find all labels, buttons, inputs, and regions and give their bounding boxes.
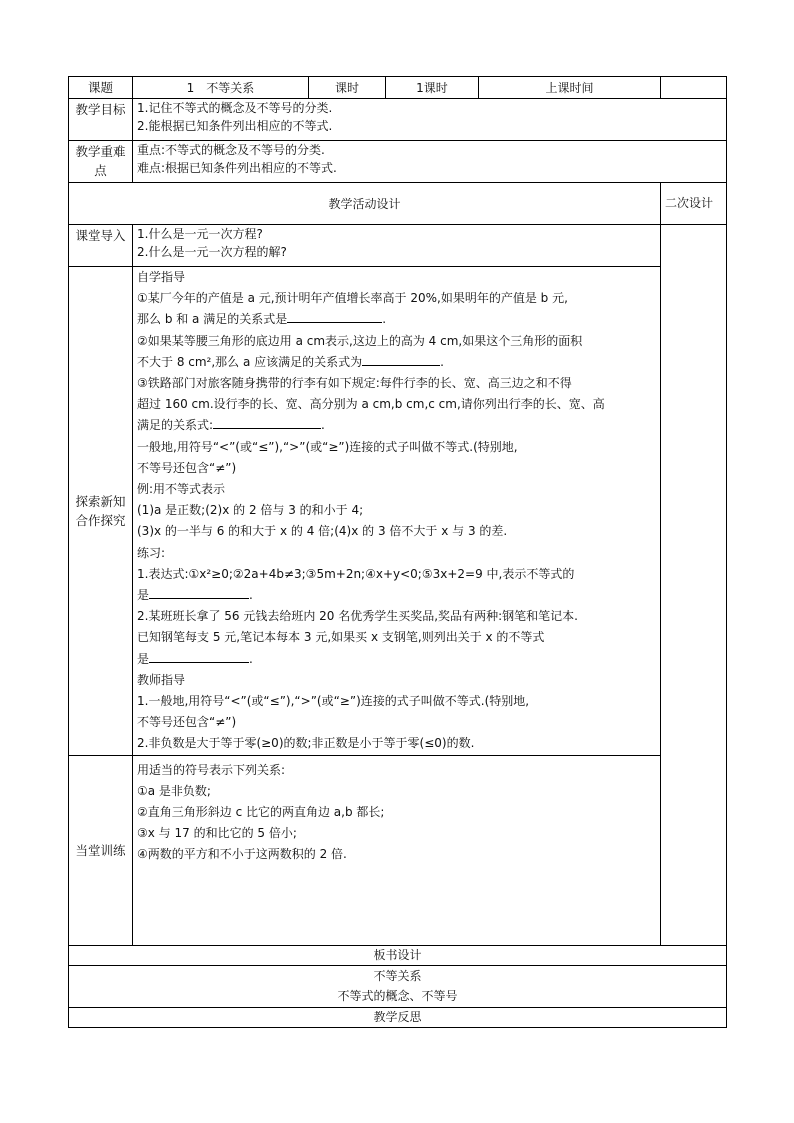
- board-design-content: [69, 965, 727, 1007]
- teacher-guidance-title: 教师指导: [137, 672, 186, 687]
- training-row: [69, 755, 727, 945]
- key-points-content: [133, 141, 727, 183]
- board-design-title-row: [69, 945, 727, 965]
- question-3-text: 满足的关系式:: [137, 418, 214, 433]
- reflection-row: [69, 1007, 727, 1027]
- key-point-item: 重点:不等式的概念及不等号的分类.: [137, 143, 325, 157]
- answer-blank: [362, 353, 440, 366]
- teacher-item-1-line-a: 1.一般地,用符号“<”(或“≤”),“>”(或“≥”)连接的式子叫做不等式.(特别地,: [137, 694, 530, 709]
- key-points-row: [69, 141, 727, 183]
- practice-1-line-a: 1.表达式:①x²≥0;②2a+4b≠3;③5m+2n;④x+y<0;⑤3x+2=9 中,表示不等式的: [137, 566, 575, 581]
- practice-2-line-c: 是 .: [137, 651, 253, 666]
- secondary-design-label: 二次设计: [661, 183, 727, 225]
- example-line-2: (3)x 的一半与 6 的和大于 x 的 4 倍;(4)x 的 3 倍不大于 x 与 3 的差.: [137, 524, 508, 539]
- answer-blank: [149, 650, 249, 663]
- training-item: ①a 是非负数;: [137, 783, 211, 798]
- explore-row: [69, 267, 727, 756]
- training-item: ②直角三角形斜边 c 比它的两直角边 a,b 都长;: [137, 804, 385, 819]
- self-study-title: 自学指导: [137, 270, 186, 284]
- board-line-2: 不等式的概念、不等号: [337, 989, 458, 1004]
- key-points-label: 教学重难点: [69, 141, 133, 183]
- practice-2-line-b: 已知钢笔每支 5 元,笔记本每本 3 元,如果买 x 支钢笔,则列出关于 x 的不等式: [137, 630, 545, 645]
- training-item: ④两数的平方和不小于这两数积的 2 倍.: [137, 846, 347, 861]
- practice-1-text: 是: [137, 588, 150, 603]
- board-line-1: 不等关系: [373, 969, 422, 984]
- intro-item: 1.什么是一元一次方程?: [137, 227, 263, 241]
- goal-item: 2.能根据已知条件列出相应的不等式.: [137, 119, 333, 133]
- lesson-plan-table: [68, 76, 727, 1028]
- topic-value: 1 不等关系: [133, 77, 309, 99]
- class-time-label: 上课时间: [479, 77, 661, 99]
- answer-blank: [213, 416, 321, 429]
- question-3-line-a: ③铁路部门对旅客随身携带的行李有如下规定:每件行李的长、宽、高三边之和不得: [137, 376, 572, 391]
- design-title-row: [69, 183, 727, 225]
- question-2-line-b: 不大于 8 cm²,那么 a 应该满足的关系式为 .: [137, 354, 444, 369]
- definition-line-a: 一般地,用符号“<”(或“≤”),“>”(或“≥”)连接的式子叫做不等式.(特别地,: [137, 439, 518, 454]
- secondary-design-column: [661, 225, 727, 946]
- teacher-item-1-line-b: 不等号还包含“≠”): [137, 715, 237, 730]
- example-line-1: (1)a 是正数;(2)x 的 2 倍与 3 的和小于 4;: [137, 503, 364, 518]
- practice-2-text: 是: [137, 651, 150, 666]
- definition-line-b: 不等号还包含“≠”): [137, 460, 237, 475]
- topic-label: 课题: [69, 77, 133, 99]
- question-1-text: 那么 b 和 a 满足的关系式是: [137, 312, 288, 327]
- goal-item: 1.记住不等式的概念及不等号的分类.: [137, 101, 333, 115]
- header-row: [69, 77, 727, 99]
- reflection-title: 教学反思: [69, 1007, 727, 1027]
- explore-content: [133, 267, 661, 756]
- answer-blank: [287, 310, 382, 323]
- intro-content: [133, 225, 661, 267]
- intro-row: [69, 225, 727, 267]
- goals-row: [69, 99, 727, 141]
- question-1-line-a: ①某厂今年的产值是 a 元,预计明年产值增长率高于 20%,如果明年的产值是 b 元,: [137, 291, 568, 306]
- question-3-line-c: 满足的关系式: .: [137, 418, 325, 433]
- class-time-value: [661, 77, 727, 99]
- practice-1-line-b: 是 .: [137, 588, 253, 603]
- board-design-title: 板书设计: [69, 945, 727, 965]
- explore-label: 探索新知合作探究: [69, 267, 133, 756]
- intro-item: 2.什么是一元一次方程的解?: [137, 245, 287, 259]
- teacher-item-2: 2.非负数是大于等于零(≥0)的数;非正数是小于等于零(≤0)的数.: [137, 736, 475, 751]
- answer-blank: [149, 586, 249, 599]
- question-2-line-a: ②如果某等腰三角形的底边用 a cm表示,这边上的高为 4 cm,如果这个三角形的面积: [137, 333, 583, 348]
- board-design-content-row: [69, 965, 727, 1007]
- question-2-text: 不大于 8 cm²,那么 a 应该满足的关系式为: [137, 354, 363, 369]
- training-label: 当堂训练: [69, 755, 133, 945]
- activity-design-title: 教学活动设计: [69, 183, 661, 225]
- goals-label: 教学目标: [69, 99, 133, 141]
- training-intro: 用适当的符号表示下列关系:: [137, 762, 286, 777]
- hours-value: 1课时: [386, 77, 479, 99]
- hours-label: 课时: [309, 77, 386, 99]
- goals-content: [133, 99, 727, 141]
- practice-2-line-a: 2.某班班长拿了 56 元钱去给班内 20 名优秀学生买奖品,奖品有两种:钢笔和笔记本.: [137, 609, 578, 624]
- lesson-plan-sheet: [68, 76, 726, 1028]
- key-point-item: 难点:根据已知条件列出相应的不等式.: [137, 161, 337, 175]
- practice-title: 练习:: [137, 545, 166, 560]
- example-title: 例:用不等式表示: [137, 482, 226, 497]
- question-3-line-b: 超过 160 cm.设行李的长、宽、高分别为 a cm,b cm,c cm,请你列出行李的长、宽、高: [137, 397, 605, 412]
- question-1-line-b: 那么 b 和 a 满足的关系式是 .: [137, 312, 387, 327]
- intro-label: 课堂导入: [69, 225, 133, 267]
- training-content: [133, 755, 661, 945]
- training-item: ③x 与 17 的和比它的 5 倍小;: [137, 825, 297, 840]
